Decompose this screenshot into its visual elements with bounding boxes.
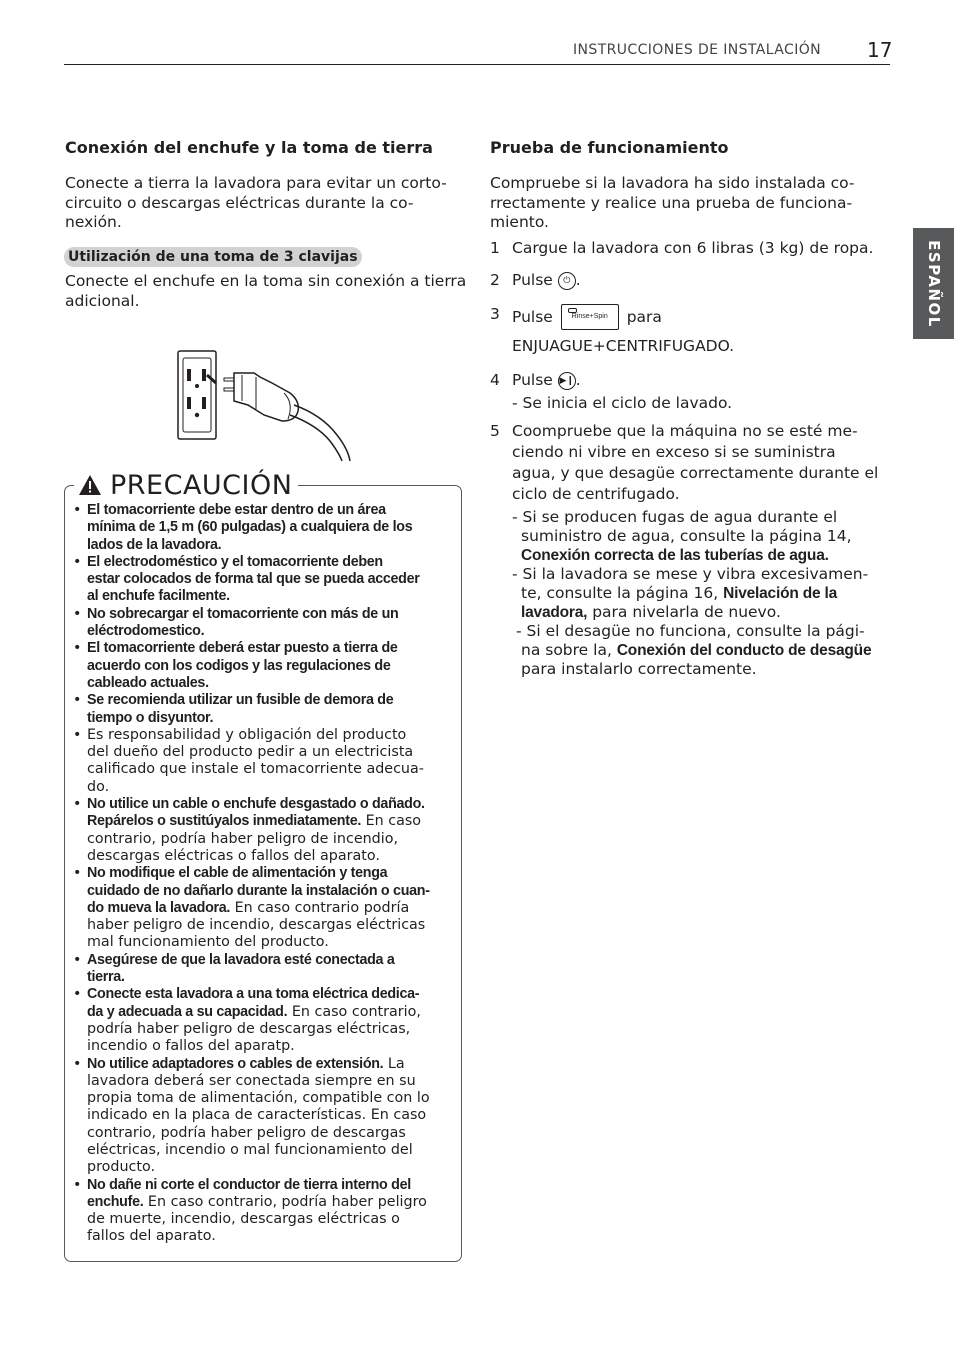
caution-list [70, 502, 456, 1246]
step-2: 2 Pulse ⏻ . [490, 271, 581, 289]
header-section-title: INSTRUCCIONES DE INSTALACIÓN [573, 42, 822, 58]
caution-item: • No utilice adaptadores o cables de extensión. La lavadora deberá ser conectada siempre en su propia toma de alimentación, compatible con lo indicado en la placa de características. En caso contrario, podría haber peligro de descargas eléctricas, incendio o mal funcionamiento del producto. [70, 1056, 456, 1177]
caution-item: • El tomacorriente deberá estar puesto a tierra de acuerdo con los codigos y las regulaciones de cableado actuales. [70, 640, 456, 692]
step-4: 4 Pulse ▶❙ . - Se inicia el ciclo de lavado. [490, 371, 733, 412]
subheading-three-prong: Utilización de una toma de 3 clavijas [64, 247, 362, 267]
step-5: 5 Coompruebe que la máquina no se esté me- ciendo ni vibre en exceso si se suministra agua, y que desagüe correctamente durante el ciclo de centrifugado. - Si se producen fugas de agua durante el suministro de agua, consulte la página 14, Conexión correcta de las tuberías de agua. - Si la lavadora se mese y vibra excesivamen- te, consulte la página 16, Nivelación de la lavadora, para nivelarla de nuevo. - Si el desagüe no funciona, consulte la pági- na sobre la, Conexión del conducto de desagüe para instalarlo correctamente. [490, 421, 890, 679]
power-icon: ⏻ [558, 272, 576, 290]
step-3: 3 Pulse Rinse+Spin para ENJUAGUE+CENTRIFUGADO. [490, 305, 735, 355]
caution-item: • No utilice un cable o enchufe desgastado o dañado. Repárelos o sustitúyalos inmediatamente. En caso contrario, podría haber peligro de incendio, descargas eléctricas o fallos del aparato. [70, 796, 456, 865]
test-run-steps [490, 238, 890, 679]
caution-title-text: PRECAUCIÓN [110, 469, 293, 501]
three-prong-paragraph: Conecte el enchufe en la toma sin conexión a tierra adicional. [65, 272, 467, 310]
plug-outlet-illustration [172, 345, 357, 465]
header-rule [64, 64, 890, 65]
caution-item: • Asegúrese de que la lavadora esté conectada a tierra. [70, 952, 456, 987]
caution-title [74, 468, 298, 502]
caution-item: • No dañe ni corte el conductor de tierra interno del enchufe. En caso contrario, podría haber peligro de muerte, incendio, descargas eléctricas o fallos del aparato. [70, 1177, 456, 1246]
step-5-note-leaks: - Si se producen fugas de agua durante el suministro de agua, consulte la página 14, Conexión correcta de las tuberías de agua. [512, 508, 852, 564]
step-1: 1 Cargue la lavadora con 6 libras (3 kg) de ropa. [490, 239, 874, 257]
step-5-note-drain: - Si el desagüe no funciona, consulte la pági- na sobre la, Conexión del conducto de desagüe para instalarlo correctamente. [516, 622, 872, 678]
test-run-intro: Compruebe si la lavadora ha sido instalada co- rrectamente y realice una prueba de funciona- miento. [490, 174, 855, 231]
caution-item: • Conecte esta lavadora a una toma eléctrica dedica- da y adecuada a su capacidad. En caso contrario, podría haber peligro de descargas eléctricas, incendio o fallos del aparatp. [70, 986, 456, 1055]
caution-item: • El electrodoméstico y el tomacorriente deben estar colocados de forma tal que se pueda acceder al enchufe facilmente. [70, 554, 456, 606]
language-tab-label: ESPAÑOL [924, 239, 943, 328]
page-number: 17 [867, 38, 893, 62]
section-heading-test-run: Prueba de funcionamiento [490, 138, 729, 157]
start-pause-icon: ▶❙ [558, 372, 576, 390]
caution-item: • El tomacorriente debe estar dentro de un área mínima de 1,5 m (60 pulgadas) a cualquiera de los lados de la lavadora. [70, 502, 456, 554]
step-5-note-vibration: - Si la lavadora se mese y vibra excesivamen- te, consulte la página 16, Nivelación de la lavadora, para nivelarla de nuevo. [512, 565, 869, 621]
language-tab [913, 228, 954, 339]
warning-triangle-icon [78, 474, 102, 496]
rinse-spin-button-icon: Rinse+Spin [561, 304, 619, 330]
caution-item: • Se recomienda utilizar un fusible de demora de tiempo o disyuntor. [70, 692, 456, 727]
caution-item: • No sobrecargar el tomacorriente con más de un eléctrodomestico. [70, 606, 456, 641]
caution-item: • No modifique el cable de alimentación y tenga cuidado de no dañarlo durante la instalación o cuan- do mueva la lavadora. En caso contrario podría haber peligro de incendio, descargas eléctricas mal funcionamiento del producto. [70, 865, 456, 951]
section-heading-grounding: Conexión del enchufe y la toma de tierra [65, 138, 433, 157]
caution-item: • Es responsabilidad y obligación del producto del dueño del producto pedir a un electricista calificado que instale el tomacorriente adecua- do. [70, 727, 456, 796]
grounding-paragraph: Conecte a tierra la lavadora para evitar un corto- circuito o descargas eléctricas durante la co- nexión. [65, 174, 447, 231]
